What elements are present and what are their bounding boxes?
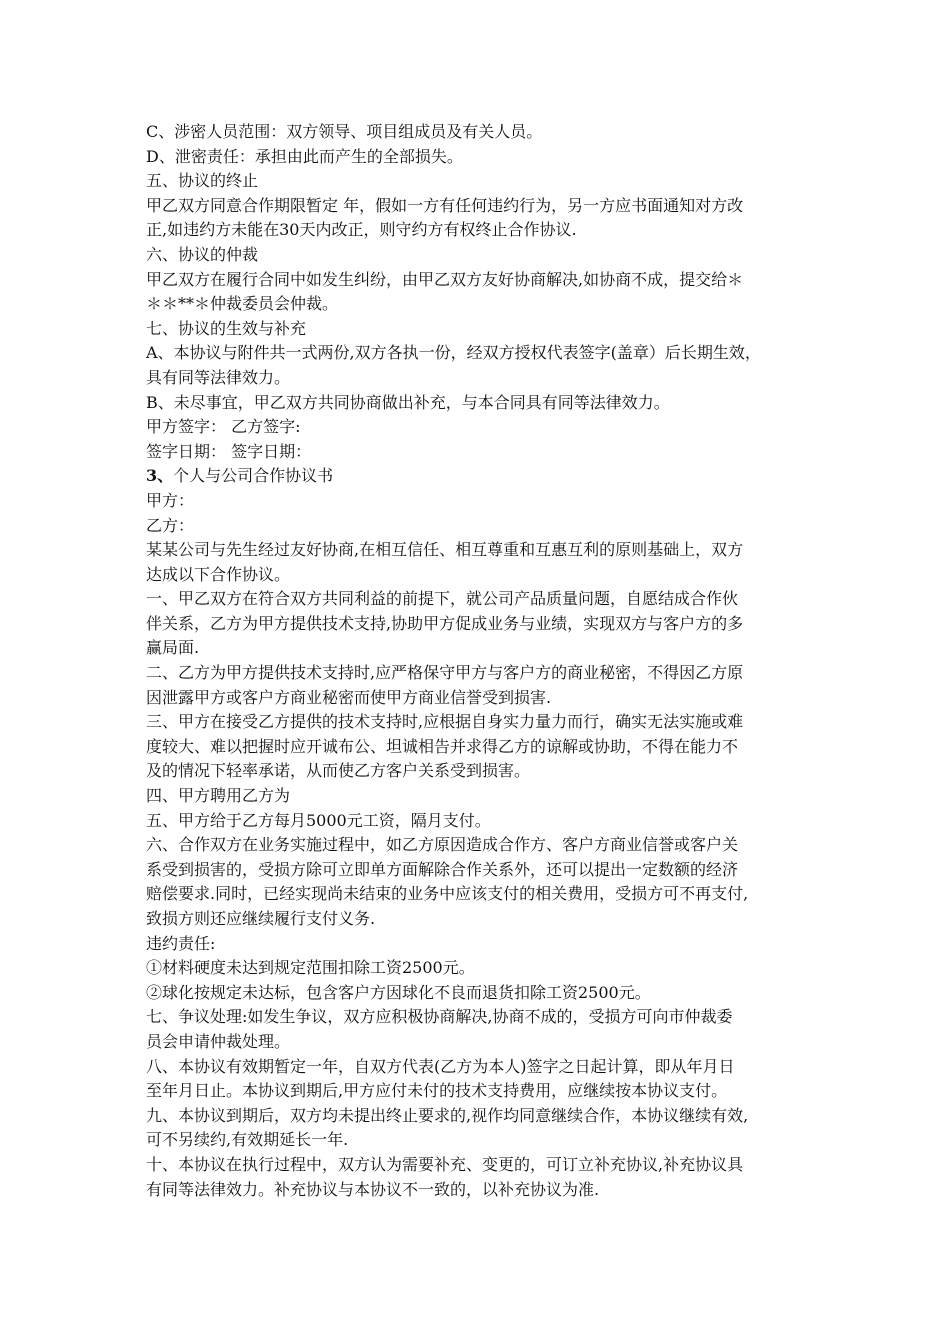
text-line: 致损方则还应继续履行支付义务. — [146, 909, 376, 928]
text-line: 可不另续约,有效期延长一年. — [146, 1130, 349, 1150]
text-line: B、未尽事宜，甲乙双方共同协商做出补充，与本合同具有同等法律效力。 — [146, 392, 670, 412]
text-line: 度较大、难以把握时应开诚布公、坦诚相告并求得乙方的谅解或协助，不得在能力不 — [146, 736, 739, 756]
text-line: 系受到损害的，受损方除可立即单方面解除合作关系外，还可以提出一定数额的经济 — [146, 859, 739, 879]
text-line: 七、争议处理:如发生争议，双方应积极协商解决,协商不成的，受损方可向市仲裁委 — [146, 1007, 733, 1027]
party-a-line: 甲方： — [146, 490, 195, 510]
text-line: 员会申请仲裁处理。 — [146, 1031, 291, 1051]
text-line: ＊＊**＊仲裁委员会仲裁。 — [146, 294, 339, 314]
text-line: 五、甲方给于乙方每月5000元工资，隔月支付。 — [146, 810, 491, 830]
section-heading: 七、协议的生效与补充 — [146, 318, 307, 338]
text-line: 九、本协议到期后，双方均未提出终止要求的,视作均同意继续合作，本协议继续有效, — [146, 1105, 749, 1125]
text-line: 达成以下合作协议。 — [146, 564, 291, 584]
text-line: D、泄密责任：承担由此而产生的全部损失。 — [146, 146, 463, 166]
section-heading: 六、协议的仲裁 — [146, 244, 259, 264]
text-line: 十、本协议在执行过程中，双方认为需要补充、变更的，可订立补充协议,补充协议具 — [146, 1154, 744, 1174]
text-line: 因泄露甲方或客户方商业秘密而使甲方商业信誉受到损害. — [146, 687, 552, 707]
section-number: 3、 — [146, 466, 174, 486]
section-heading: 五、协议的终止 — [146, 171, 259, 191]
text-line: 四、甲方聘用乙方为 — [146, 786, 291, 806]
document-title-text: 个人与公司合作协议书 — [173, 466, 334, 486]
text-line: 正,如违约方未能在30天内改正，则守约方有权终止合作协议. — [146, 220, 577, 240]
text-line: 有同等法律效力。补充协议与本协议不一致的，以补充协议为准. — [146, 1179, 600, 1199]
text-line: 八、本协议有效期暂定一年，自双方代表(乙方为本人)签字之日起计算，即从年月日 — [146, 1056, 735, 1076]
text-line: 一、甲乙双方在符合双方共同利益的前提下，就公司产品质量问题，自愿结成合作伙 — [146, 589, 739, 609]
text-line: 至年月日止。本协议到期后,甲方应付未付的技术支持费用，应继续按本协议支付。 — [146, 1081, 728, 1101]
signature-line: 甲方签字： 乙方签字: — [146, 417, 301, 437]
list-item: ②球化按规定未达标，包含客户方因球化不良而退货扣除工资2500元。 — [146, 982, 651, 1002]
document-title — [146, 464, 816, 489]
text-line: A、本协议与附件共一式两份,双方各执一份，经双方授权代表签字(盖章）后长期生效， — [146, 343, 761, 363]
section-heading: 违约责任: — [146, 933, 216, 953]
text-line: 及的情况下轻率承诺，从而使乙方客户关系受到损害。 — [146, 761, 531, 781]
text-line: 某某公司与先生经过友好协商,在相互信任、相互尊重和互惠互利的原则基础上，双方 — [146, 540, 744, 560]
text-line: C、涉密人员范围：双方领导、项目组成员及有关人员。 — [146, 122, 543, 141]
text-line: 甲乙双方在履行合同中如发生纠纷，由甲乙双方友好协商解决,如协商不成，提交给＊ — [146, 269, 744, 289]
signature-date-line: 签字日期： 签字日期： — [146, 441, 312, 461]
text-line: 赢局面. — [146, 638, 200, 658]
text-line: 三、甲方在接受乙方提供的技术支持时,应根据自身实力量力而行，确实无法实施或难 — [146, 712, 744, 732]
document-body — [146, 120, 816, 1202]
list-item: ①材料硬度未达到规定范围扣除工资2500元。 — [146, 958, 475, 978]
text-line: 六、合作双方在业务实施过程中，如乙方原因造成合作方、客户方商业信誉或客户关 — [146, 835, 739, 855]
text-line: 甲乙双方同意合作期限暂定 年，假如一方有任何违约行为，另一方应书面通知对方改 — [146, 195, 744, 215]
text-line: 具有同等法律效力。 — [146, 367, 291, 387]
text-line: 赔偿要求.同时，已经实现尚未结束的业务中应该支付的相关费用，受损方可不再支付, — [146, 884, 749, 904]
text-line: 伴关系，乙方为甲方提供技术支持,协助甲方促成业务与业绩，实现双方与客户方的多 — [146, 613, 744, 633]
text-line: 二、乙方为甲方提供技术支持时,应严格保守甲方与客户方的商业秘密，不得因乙方原 — [146, 663, 744, 683]
party-b-line: 乙方： — [146, 515, 195, 535]
